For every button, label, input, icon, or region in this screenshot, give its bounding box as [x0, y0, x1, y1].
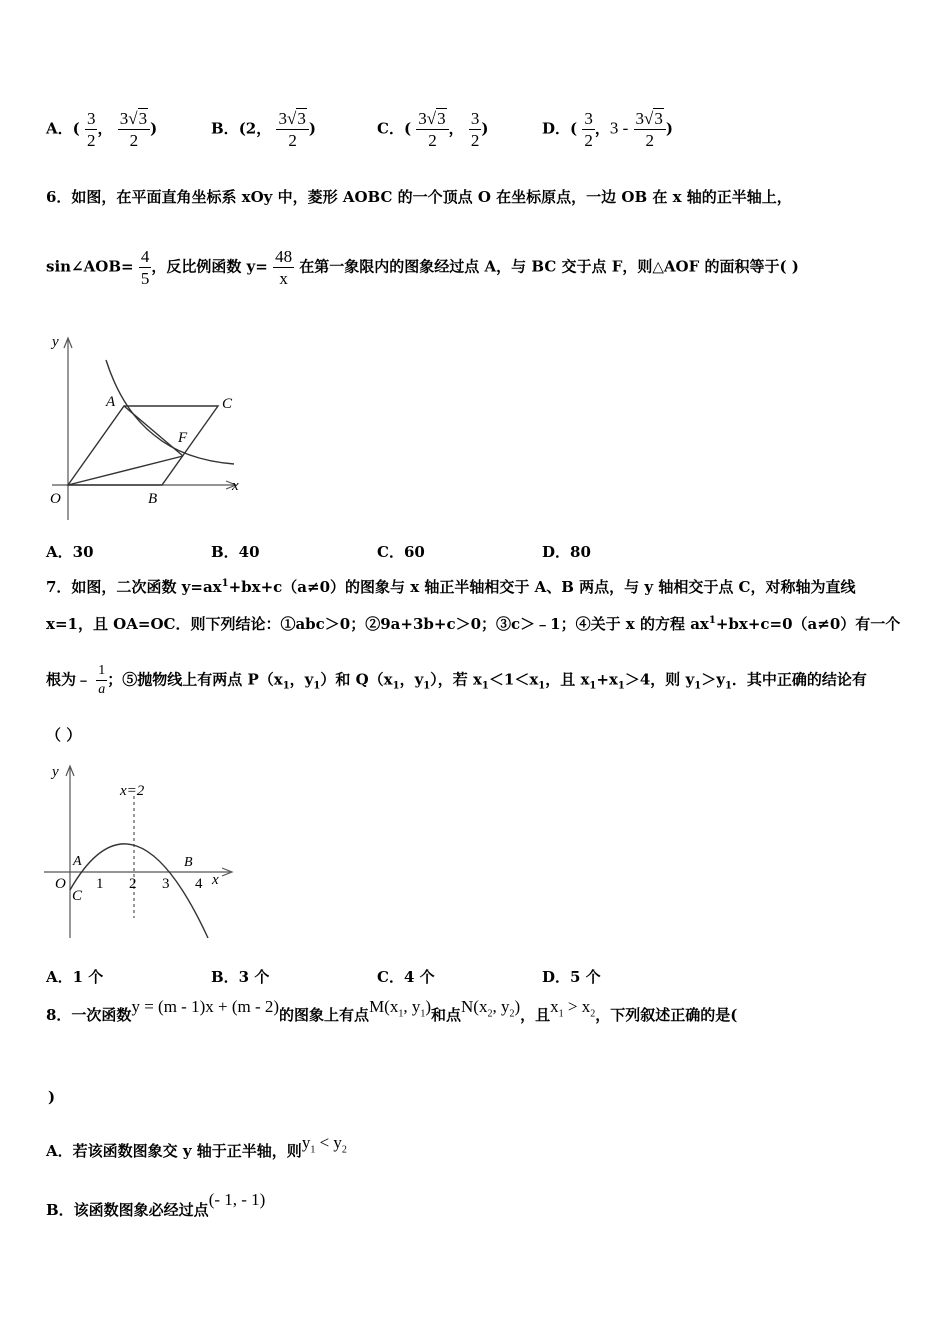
point-label-o: O: [55, 876, 66, 892]
q5-option-b: B．(2， $\frac{3√3}{2}$ ): [211, 109, 316, 150]
q7-stem-line1: 7．如图，二次函数 $y=ax^1+bx+c(a\ne 0)$的图象与 x 轴正半轴相交于 A、B 两点，与 y 轴相交于点 C，对称轴为直线: [46, 578, 856, 596]
x-axis-label: x: [232, 478, 239, 494]
point-label-b: B: [184, 855, 193, 870]
q8-option-b: B．该函数图象必经过点(- 1, - 1): [46, 1190, 266, 1219]
point-label-c: C: [222, 396, 233, 412]
fraction: $\frac{3}{2}$: [584, 109, 593, 150]
tick-label-1: 1: [96, 876, 104, 892]
q8-stem-line1: 8．一次函数y = (m - 1)x + (m - 2)的图象上有点$M(x_1$, $y_1$)和点$N(x_2$, $y_2$)，且$x_1 > x_2$，下列叙述正确的是(: [46, 997, 738, 1024]
q6-stem-line1: 6．如图，在平面直角坐标系 xOy 中，菱形 AOBC 的一个顶点 O 在坐标原点，一边 OB 在 x 轴的正半轴上，: [46, 188, 792, 206]
q8-option-a: A．若该函数图象交 y 轴于正半轴，则$y_1 < y_2$: [46, 1133, 347, 1160]
q7-option-b: B．3 个: [211, 968, 270, 986]
q6-option-d: D．80: [542, 543, 591, 561]
fraction: $\frac{3√3}{2}$: [118, 110, 150, 149]
symmetry-axis-label: x=2: [120, 783, 145, 799]
q6-option-b: B．40: [211, 543, 260, 561]
q6-option-c: C．60: [377, 543, 425, 561]
point-label-c: C: [72, 888, 83, 904]
fraction: $\frac{48}{x}$: [275, 247, 293, 288]
fraction: $\frac{3√3}{2}$: [416, 110, 448, 149]
fraction: $\frac{1}{a}$: [98, 663, 106, 697]
point-label-b: B: [148, 491, 158, 507]
fraction: $\frac{4}{5}$: [140, 247, 150, 288]
q7-answer-paren: （ ）: [46, 726, 82, 744]
q7-figure: [40, 758, 240, 948]
q5-option-c: C．( $\frac{3√3}{2}$ ， $\frac{3}{2}$ ): [377, 109, 489, 150]
tick-label-4: 4: [195, 876, 203, 892]
q6-stem-line2: sin∠AOB= $\frac{4}{5}$ ，反比例函数 y= $\frac{48}{x}$ 在第一象限内的图象经过点 A，与 BC 交于点 F，则△AOF 的面积等于( ): [46, 247, 799, 288]
q7-stem-line3: 根为﹣ $\frac{1}{a}$ ；⑤抛物线上有两点 $P(x_1$，$y_1$）和 $Q(x_1$，$y_1$），若 $x_1<1<x_1$，且 $x_1+x_1>4$，则 $y_1>y_1$．其中正确的结论有: [46, 663, 867, 697]
fraction: $\frac{3}{2}$: [86, 109, 96, 150]
q6-option-a: A．30: [46, 543, 94, 561]
q7-stem-line2: x=1，且 OA=OC．则下列结论：①abc＞0；②9a+3b+c＞0；③c＞﹣1；④关于 x 的方程 $ax^1+bx+c=0(a\ne 0)$有一个: [46, 615, 901, 633]
y-axis-label: y: [52, 764, 59, 780]
q8-close-paren: ): [48, 1088, 56, 1106]
point-label-f: F: [178, 430, 188, 446]
point-label-a: A: [106, 394, 116, 410]
q7-option-c: C．4 个: [377, 968, 435, 986]
x-axis-label: x: [212, 872, 219, 888]
q7-option-d: D．5 个: [542, 968, 601, 986]
tick-label-2: 2: [129, 876, 137, 892]
q6-figure: [44, 330, 254, 525]
point-label-o: O: [50, 491, 61, 507]
fraction: $\frac{3√3}{2}$: [634, 110, 666, 149]
q5-option-a: A．( $\frac{3}{2}$ ， $\frac{3√3}{2}$ ): [46, 109, 158, 150]
q7-option-a: A．1 个: [46, 968, 104, 986]
tick-label-3: 3: [162, 876, 170, 892]
y-axis-label: y: [52, 334, 59, 350]
fraction: $\frac{3}{2}$: [470, 109, 480, 150]
fraction: $\frac{3√3}{2}$: [276, 110, 308, 149]
q5-option-d: D．( $\frac{3}{2}$ ，3 - $\frac{3√3}{2}$ ): [542, 109, 673, 150]
point-label-a: A: [73, 854, 82, 869]
